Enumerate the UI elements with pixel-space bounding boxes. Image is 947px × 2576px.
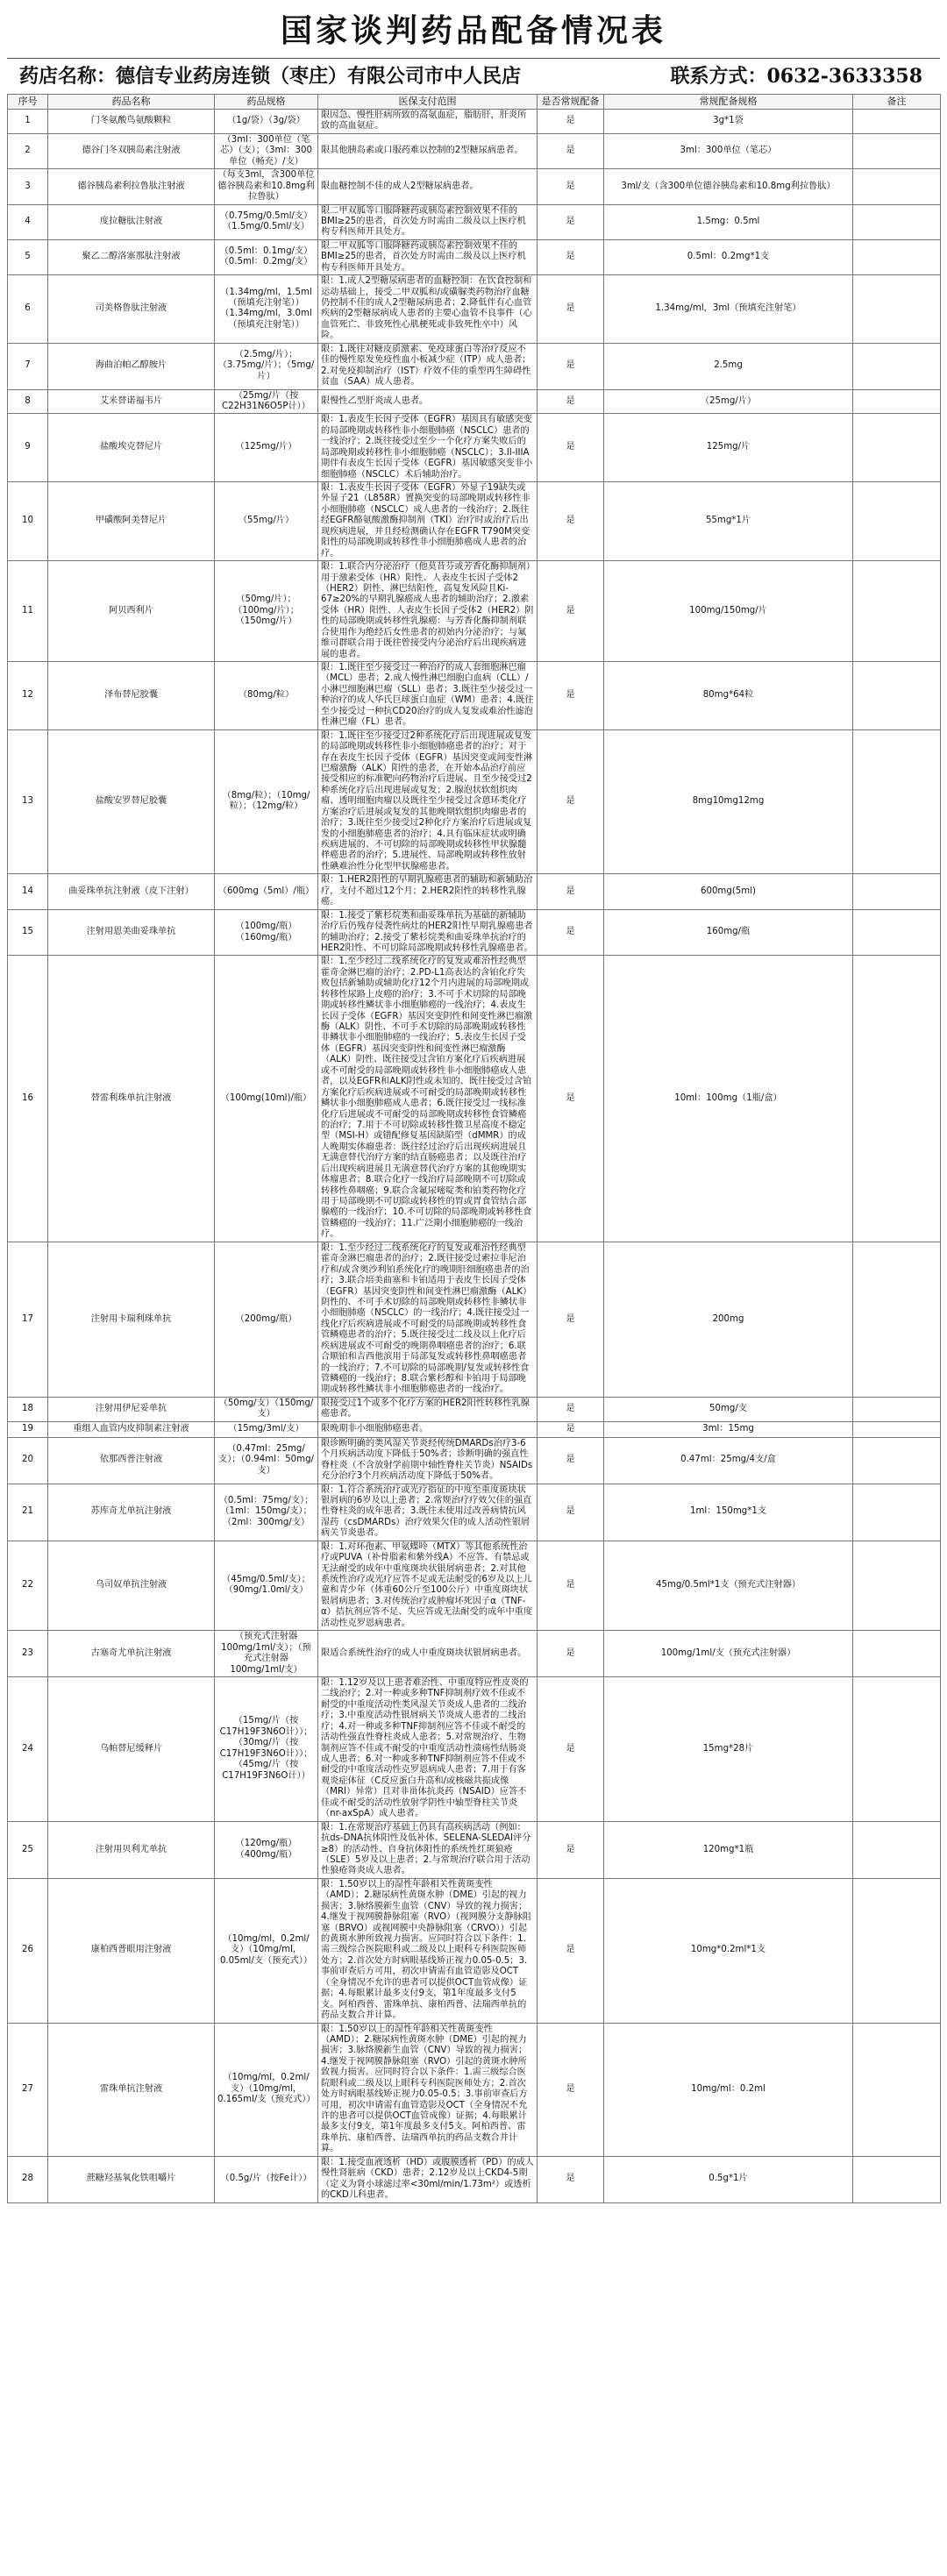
cell-note: [853, 110, 941, 134]
cell-name: 雷珠单抗注射液: [48, 2023, 215, 2156]
cell-scope: 限慢性乙型肝炎成人患者。: [318, 389, 538, 414]
table-row: [8, 1878, 941, 2023]
table-row: [8, 2023, 941, 2156]
cell-std: 45mg/0.5ml*1支（预充式注射器）: [604, 1541, 853, 1631]
cell-name: 替雷利珠单抗注射液: [48, 956, 215, 1242]
cell-scope: 限：1.既往至少接受过2种系统化疗后出现进展或复发的局部晚期或转移性非小细胞肺癌患者的治疗；对于存在表皮生长因子受体（EGFR）基因突变或间变性淋巴瘤激酶（ALK）阳性的患者，在开始本品治疗前应接受相应的标准靶向药物治疗后进展、且至少接受过2种系统化疗后出现进展或复发；2.腺泡状软组织肉瘤、透明细胞肉瘤以及既往至少接受过含蒽环类化疗方案治疗后进展或复发的其他晚期软组织肉瘤患者的治疗；3.既往至少接受过2种化疗方案治疗后进展或复发的小细胞肺癌患者的治疗；4.具有临床症状或明确疾病进展的、不可切除的局部晚期或转移性甲状腺髓样癌患者的治疗；5.进展性、局部晚期或转移性放射性碘难治性分化型甲状腺癌患者。: [318, 729, 538, 874]
header-no: 序号: [8, 95, 48, 110]
cell-note: [853, 239, 941, 274]
table-row: [8, 1437, 941, 1484]
cell-stock: 是: [538, 204, 604, 239]
cell-note: [853, 2023, 941, 2156]
table-row: [8, 1676, 941, 1821]
cell-scope: 限：1.既往对糖皮质激素、免疫球蛋白等治疗反应不佳的慢性原发免疫性血小板减少症（ITP）成人患者；2.对免疫抑制治疗（IST）疗效不佳的重型再生障碍性贫血（SAA）成人患者。: [318, 343, 538, 389]
cell-std: 3g*1袋: [604, 110, 853, 134]
header-std: 常规配备规格: [604, 95, 853, 110]
cell-name: 苏库奇尤单抗注射液: [48, 1484, 215, 1541]
cell-spec: （每支3ml，含300单位德谷胰岛素和10.8mg利拉鲁肽）: [215, 169, 318, 204]
table-row: [8, 482, 941, 561]
cell-stock: 是: [538, 1821, 604, 1878]
cell-spec: （10mg/ml，0.2ml/支）（10mg/ml，0.05ml/支（预充式））: [215, 1878, 318, 2023]
cell-scope: 限：1.联合内分泌治疗（他莫昔芬或芳香化酶抑制剂）用于激素受体（HR）阳性、人表皮生长因子受体2（HER2）阴性、淋巴结阳性，高复发风险且Ki-67≥20%的早期乳腺癌成人患者的辅助治疗；2.激素受体（HR）阳性、人表皮生长因子受体2（HER2）阴性的局部晚期或转移性乳腺癌：与芳香化酶抑制剂联合使用作为绝经后女性患者的初始内分泌治疗；与氟维司群联合用于既往曾接受内分泌治疗后出现疾病进展的患者。: [318, 561, 538, 662]
cell-stock: 是: [538, 1878, 604, 2023]
cell-std: 80mg*64粒: [604, 662, 853, 730]
cell-name: 古塞奇尤单抗注射液: [48, 1631, 215, 1677]
cell-note: [853, 874, 941, 909]
cell-std: 50mg/支: [604, 1397, 853, 1421]
cell-note: [853, 482, 941, 561]
cell-scope: 限二甲双胍等口服降糖药或胰岛素控制效果不佳的BMI≥25的患者，首次处方时需由二级及以上医疗机构专科医师开具处方。: [318, 239, 538, 274]
table-row: [8, 1421, 941, 1437]
table-row: [8, 1242, 941, 1397]
cell-scope: 限：1.12岁及以上患者难治性、中重度特应性皮炎的二线治疗；2.对一种或多种TNF抑制剂疗效不佳或不耐受的中重度活动性类风湿关节炎成人患者的二线治疗；3.中重度活动性银屑病关节炎成人患者的二线治疗；4.对一种或多种TNF抑制剂应答不佳或不耐受的活动性强直性脊柱炎成人患者；5.对常规治疗、生物制剂应答不佳或不耐受的中重度活动性溃疡性结肠炎成人患者；6.对一种或多种TNF抑制剂应答不佳或不耐受的中重度活动性克罗恩病成人患者；7.用于有客观炎症体征（C反应蛋白升高和/或核磁共振成像（MRI）异常）且对非甾体抗炎药（NSAID）应答不佳或不耐受的活动性放射学阴性中轴型脊柱关节炎（nr-axSpA）成人患者。: [318, 1676, 538, 1821]
cell-spec: （25mg/片（按C22H31N6O5P计））: [215, 389, 318, 414]
table-row: [8, 133, 941, 168]
cell-note: [853, 1421, 941, 1437]
cell-scope: 限接受过1个或多个化疗方案的HER2阳性转移性乳腺癌患者。: [318, 1397, 538, 1421]
cell-note: [853, 2156, 941, 2202]
cell-std: 8mg10mg12mg: [604, 729, 853, 874]
cell-note: [853, 1242, 941, 1397]
cell-no: 10: [8, 482, 48, 561]
cell-scope: 限晚期非小细胞肺癌患者。: [318, 1421, 538, 1437]
cell-scope: 限：1.符合系统治疗或光疗指征的中度至重度斑块状银屑病的6岁及以上患者；2.常规治疗疗效欠佳的强直性脊柱炎的成年患者；3.既往未使用过改善病情抗风湿药（csDMARDs）治疗效果欠佳的成人活动性银屑病关节炎患者。: [318, 1484, 538, 1541]
cell-stock: 是: [538, 1484, 604, 1541]
cell-spec: （600mg（5ml）/瓶）: [215, 874, 318, 909]
cell-spec: （45mg/0.5ml/支）；（90mg/1.0ml/支）: [215, 1541, 318, 1631]
cell-spec: （10mg/ml，0.2ml/支）（10mg/ml，0.165ml/支（预充式））: [215, 2023, 318, 2156]
cell-std: 3ml：15mg: [604, 1421, 853, 1437]
cell-scope: 限其他胰岛素或口服药难以控制的2型糖尿病患者。: [318, 133, 538, 168]
table-row: [8, 2156, 941, 2202]
cell-note: [853, 1878, 941, 2023]
cell-spec: （0.5ml：0.1mg/支）（0.5ml：0.2mg/支）: [215, 239, 318, 274]
cell-spec: （55mg/片）: [215, 482, 318, 561]
cell-no: 25: [8, 1821, 48, 1878]
cell-name: 聚乙二醇洛塞那肽注射液: [48, 239, 215, 274]
cell-scope: 限：1.在常规治疗基础上仍具有高疾病活动（例如：抗ds-DNA抗体阳性及低补体、SELENA-SLEDAI评分≥8）的活动性、自身抗体阳性的系统性红斑狼疮（SLE）5岁及以上患者；2.与常规治疗联合用于活动性狼疮肾炎成人患者。: [318, 1821, 538, 1878]
cell-std: 10ml：100mg（1瓶/盒）: [604, 956, 853, 1242]
cell-stock: 是: [538, 1242, 604, 1397]
table-row: [8, 1631, 941, 1677]
cell-spec: （0.5ml：75mg/支）；（1ml：150mg/支）；（2ml：300mg/支）: [215, 1484, 318, 1541]
cell-spec: （15mg/3ml/支）: [215, 1421, 318, 1437]
cell-note: [853, 343, 941, 389]
cell-no: 11: [8, 561, 48, 662]
cell-spec: （0.47ml：25mg/支）；（0.94ml：50mg/支）: [215, 1437, 318, 1484]
cell-stock: 是: [538, 662, 604, 730]
table-row: [8, 275, 941, 344]
cell-no: 16: [8, 956, 48, 1242]
cell-stock: 是: [538, 956, 604, 1242]
cell-std: 125mg/片: [604, 414, 853, 482]
cell-note: [853, 389, 941, 414]
cell-name: 注射用恩美曲妥珠单抗: [48, 909, 215, 956]
cell-name: 甲磺酸阿美替尼片: [48, 482, 215, 561]
cell-scope: 限适合系统性治疗的成人中重度斑块状银屑病患者。: [318, 1631, 538, 1677]
cell-scope: 限：1.表皮生长因子受体（EGFR）外显子19缺失或外显子21（L858R）置换突变的局部晚期或转移性非小细胞肺癌（NSCLC）成人患者的一线治疗；2.既往经EGFR酪氨酸激酶抑制剂（TKI）治疗时或治疗后出现疾病进展，并且经检测确认存在EGFR T790M突变阳性的局部晚期或转移性非小细胞肺癌成人患者的治疗。: [318, 482, 538, 561]
cell-spec: （125mg/片）: [215, 414, 318, 482]
cell-spec: （1.34mg/ml，1.5ml（预填充注射笔））（1.34mg/ml，3.0ml（预填充注射笔））: [215, 275, 318, 344]
cell-name: 门冬氨酸鸟氨酸颗粒: [48, 110, 215, 134]
cell-std: 100mg/1ml/支（预充式注射器）: [604, 1631, 853, 1677]
cell-stock: 是: [538, 169, 604, 204]
cell-note: [853, 169, 941, 204]
cell-std: 55mg*1片: [604, 482, 853, 561]
cell-no: 9: [8, 414, 48, 482]
cell-std: 600mg(5ml): [604, 874, 853, 909]
cell-note: [853, 1397, 941, 1421]
cell-stock: 是: [538, 1421, 604, 1437]
cell-stock: 是: [538, 343, 604, 389]
cell-spec: （0.75mg/0.5ml/支）（1.5mg/0.5ml/支）: [215, 204, 318, 239]
cell-std: 0.47ml：25mg/4支/盒: [604, 1437, 853, 1484]
table-row: [8, 110, 941, 134]
cell-name: 德谷门冬双胰岛素注射液: [48, 133, 215, 168]
cell-no: 6: [8, 275, 48, 344]
cell-stock: 是: [538, 1676, 604, 1821]
cell-name: 司美格鲁肽注射液: [48, 275, 215, 344]
cell-name: 依那西普注射液: [48, 1437, 215, 1484]
cell-name: 注射用伊尼妥单抗: [48, 1397, 215, 1421]
cell-spec: （0.5g/片（按Fe计））: [215, 2156, 318, 2202]
cell-stock: 是: [538, 1541, 604, 1631]
cell-std: 1ml：150mg*1支: [604, 1484, 853, 1541]
cell-no: 28: [8, 2156, 48, 2202]
cell-stock: 是: [538, 133, 604, 168]
cell-name: 盐酸安罗替尼胶囊: [48, 729, 215, 874]
header-spec: 药品规格: [215, 95, 318, 110]
table-row: [8, 1541, 941, 1631]
cell-stock: 是: [538, 2023, 604, 2156]
cell-std: 0.5ml：0.2mg*1支: [604, 239, 853, 274]
cell-no: 7: [8, 343, 48, 389]
table-row: [8, 874, 941, 909]
cell-name: 盐酸埃克替尼片: [48, 414, 215, 482]
cell-name: 重组人血管内皮抑制素注射液: [48, 1421, 215, 1437]
cell-std: 10mg*0.2ml*1支: [604, 1878, 853, 2023]
header-scope: 医保支付范围: [318, 95, 538, 110]
table-row: [8, 169, 941, 204]
cell-no: 22: [8, 1541, 48, 1631]
table-row: [8, 1397, 941, 1421]
cell-note: [853, 1484, 941, 1541]
table-row: [8, 561, 941, 662]
cell-stock: 是: [538, 482, 604, 561]
contact-info: 联系方式：0632-3633358: [670, 65, 922, 88]
table-row: [8, 414, 941, 482]
table-header-row: [8, 95, 941, 110]
cell-no: 21: [8, 1484, 48, 1541]
cell-std: 3ml/支（含300单位德谷胰岛素和10.8mg利拉鲁肽）: [604, 169, 853, 204]
cell-name: 蔗糖羟基氧化铁咀嚼片: [48, 2156, 215, 2202]
table-row: [8, 956, 941, 1242]
cell-scope: 限：1.HER2阳性的早期乳腺癌患者的辅助和新辅助治疗，支付不超过12个月；2.HER2阳性的转移性乳腺癌。: [318, 874, 538, 909]
cell-note: [853, 1821, 941, 1878]
cell-stock: 是: [538, 729, 604, 874]
table-row: [8, 389, 941, 414]
cell-spec: （1g/袋）（3g/袋）: [215, 110, 318, 134]
table-row: [8, 662, 941, 730]
cell-std: 1.34mg/ml，3ml（预填充注射笔）: [604, 275, 853, 344]
cell-stock: 是: [538, 110, 604, 134]
cell-no: 19: [8, 1421, 48, 1437]
cell-scope: 限：1.接受了紫杉烷类和曲妥珠单抗为基础的新辅助治疗后仍残存侵袭性病灶的HER2阳性早期乳腺癌患者的辅助治疗；2.接受了紫杉烷类和曲妥珠单抗治疗的HER2阳性、不可切除局部晚期或转移性乳腺癌患者。: [318, 909, 538, 956]
cell-std: （25mg/片）: [604, 389, 853, 414]
cell-stock: 是: [538, 874, 604, 909]
cell-stock: 是: [538, 239, 604, 274]
cell-no: 23: [8, 1631, 48, 1677]
cell-no: 5: [8, 239, 48, 274]
cell-note: [853, 561, 941, 662]
cell-name: 乌帕替尼缓释片: [48, 1676, 215, 1821]
cell-stock: 是: [538, 1437, 604, 1484]
cell-no: 12: [8, 662, 48, 730]
cell-no: 20: [8, 1437, 48, 1484]
cell-no: 1: [8, 110, 48, 134]
cell-note: [853, 1676, 941, 1821]
cell-spec: （100mg(10ml)/瓶）: [215, 956, 318, 1242]
header-name: 药品名称: [48, 95, 215, 110]
cell-no: 13: [8, 729, 48, 874]
cell-note: [853, 662, 941, 730]
cell-no: 14: [8, 874, 48, 909]
cell-scope: 限血糖控制不佳的成人2型糖尿病患者。: [318, 169, 538, 204]
cell-stock: 是: [538, 1631, 604, 1677]
cell-no: 4: [8, 204, 48, 239]
cell-std: 3ml：300单位（笔芯）: [604, 133, 853, 168]
cell-scope: 限诊断明确的类风湿关节炎经传统DMARDs治疗3-6个月疾病活动度下降低于50%者；诊断明确的强直性脊柱炎（不含放射学前期中轴性脊柱关节炎）NSAIDs充分治疗3个月疾病活动度下降低于50%者。: [318, 1437, 538, 1484]
header-note: 备注: [853, 95, 941, 110]
pharmacy-name: 药店名称：德信专业药房连锁（枣庄）有限公司市中人民店: [19, 65, 522, 88]
cell-note: [853, 1541, 941, 1631]
table-row: [8, 239, 941, 274]
cell-name: 德谷胰岛素利拉鲁肽注射液: [48, 169, 215, 204]
cell-scope: 限：1.至少经过二线系统化疗的复发或难治性经典型霍奇金淋巴瘤患者的治疗；2.既往接受过索拉非尼治疗和/或含奥沙利铂系统化疗的晚期肝细胞癌患者的治疗；3.联合培美曲塞和卡铂适用于表皮生长因子受体（EGFR）基因突变阴性和间变性淋巴瘤激酶（ALK）阴性的、不可手术切除的局部晚期或转移性非鳞状非小细胞肺癌（NSCLC）的一线治疗；4.既往接受过一线化疗后疾病进展或不可耐受的局部晚期或转移性食管鳞癌患者的治疗；5.既往接受过二线及以上化疗后疾病进展或不可耐受的晚期鼻咽癌患者的治疗；6.联合顺铂和吉西他滨用于局部复发或转移性鼻咽癌患者的一线治疗；7.不可切除的局部晚期/复发或转移性食管鳞癌的一线治疗；8.联合紫杉醇和卡铂用于局部晚期或转移性鳞状非小细胞肺癌患者的一线治疗。: [318, 1242, 538, 1397]
cell-stock: 是: [538, 389, 604, 414]
cell-no: 18: [8, 1397, 48, 1421]
cell-spec: （预充式注射器100mg/1ml/支）；（预充式注射器100mg/1ml/支）: [215, 1631, 318, 1677]
cell-note: [853, 414, 941, 482]
cell-spec: （8mg/粒）；（10mg/粒）；（12mg/粒）: [215, 729, 318, 874]
cell-stock: 是: [538, 1397, 604, 1421]
cell-std: 0.5g*1片: [604, 2156, 853, 2202]
drug-table: [7, 94, 941, 2203]
cell-no: 27: [8, 2023, 48, 2156]
cell-std: 100mg/150mg/片: [604, 561, 853, 662]
cell-scope: 限：1.接受血液透析（HD）或腹膜透析（PD）的成人慢性肾脏病（CKD）患者；2.12岁及以上CKD4-5期（定义为肾小球滤过率<30ml/min/1.73m²）或透析的CKD儿科患者。: [318, 2156, 538, 2202]
cell-name: 度拉糖肽注射液: [48, 204, 215, 239]
cell-std: 15mg*28片: [604, 1676, 853, 1821]
cell-scope: 限：1.至少经过二线系统化疗的复发或难治性经典型霍奇金淋巴瘤的治疗；2.PD-L1高表达的含铂化疗失败包括新辅助或辅助化疗12个月内进展的局部晚期或转移性尿路上皮癌的治疗；3.不可手术切除的局部晚期或转移性鳞状非小细胞肺癌的一线治疗；4.表皮生长因子受体（EGFR）基因突变阴性和间变性淋巴瘤激酶（ALK）阴性、不可手术切除的局部晚期或转移性非鳞状非小细胞肺癌的一线治疗；5.表皮生长因子受体（EGFR）基因突变阴性和间变性淋巴瘤激酶（ALK）阴性、既往接受过含铂方案化疗后疾病进展或不可耐受的局部晚期或转移性非小细胞肺癌成人患者，以及EGFR和ALK阴性或未知的、既往接受过含铂方案化疗后疾病进展或不可耐受的局部晚期或转移性鳞状非小细胞肺癌成人患者；6.既往接受过一线标准化疗后进展或不可耐受的局部晚期或转移性食管鳞癌的治疗；7.用于不可切除或转移性微卫星高度不稳定型（MSI-H）或错配修复基因缺陷型（dMMR）的成人晚期实体瘤患者：既往经过治疗后出现疾病进展且无满意替代治疗方案的结直肠癌患者；以及既往治疗后出现疾病进展且无满意替代治疗方案的其他晚期实体瘤患者；8.联合化疗一线治疗局部晚期不可切除或转移性鼻咽癌；9.联合含氟尿嘧啶类和铂类药物化疗用于局部晚期不可切除或转移性的胃或胃食管结合部腺癌的一线治疗；10.不可切除的局部晚期或转移性食管鳞癌的一线治疗；11.广泛期小细胞肺癌的一线治疗。: [318, 956, 538, 1242]
cell-note: [853, 956, 941, 1242]
cell-name: 阿贝西利片: [48, 561, 215, 662]
cell-scope: 限：1.50岁以上的湿性年龄相关性黄斑变性（AMD）；2.糖尿病性黄斑水肿（DME）引起的视力损害；3.脉络膜新生血管（CNV）导致的视力损害；4.继发于视网膜静脉阻塞（RVO）（视网膜分支静脉阻塞（BRVO）或视网膜中央静脉阻塞（CRVO））引起的黄斑水肿所致视力损害。应同时符合以下条件：1.需三级综合医院眼科或二级及以上眼科专科医院医师处方；2.首次处方时病眼基线矫正视力0.05-0.5；3.事前审查后方可用，初次申请需有血管造影及OCT（全身情况不允许的患者可以提供OCT血管成像）证据；4.每眼累计最多支付9支，第1年度最多支付5支。阿柏西普、雷珠单抗、康柏西普、法瑞西单抗的药品支数合并计算。: [318, 1878, 538, 2023]
cell-stock: 是: [538, 561, 604, 662]
cell-note: [853, 729, 941, 874]
cell-name: 康柏西普眼用注射液: [48, 1878, 215, 2023]
cell-std: 120mg*1瓶: [604, 1821, 853, 1878]
cell-scope: 限：1.成人2型糖尿病患者的血糖控制：在饮食控制和运动基础上，接受二甲双胍和/或磺脲类药物治疗血糖仍控制不佳的成人2型糖尿病患者；2.降低伴有心血管疾病的2型糖尿病成人患者的主要心血管不良事件（心血管死亡、非致死性心肌梗死或非致死性卒中）风险。: [318, 275, 538, 344]
cell-no: 8: [8, 389, 48, 414]
cell-name: 艾米替诺福韦片: [48, 389, 215, 414]
cell-spec: （50mg/片）；（100mg/片）；（150mg/片）: [215, 561, 318, 662]
table-row: [8, 1821, 941, 1878]
cell-stock: 是: [538, 275, 604, 344]
table-body: [8, 110, 941, 2203]
cell-spec: （50mg/支）（150mg/支）: [215, 1397, 318, 1421]
cell-note: [853, 909, 941, 956]
cell-scope: 限：1.既往至少接受过一种治疗的成人套细胞淋巴瘤（MCL）患者；2.成人慢性淋巴细胞白血病（CLL）/小淋巴细胞淋巴瘤（SLL）患者；3.既往至少接受过一种治疗的成人华氏巨球蛋白血症（WM）患者；4.既往至少接受过一种抗CD20治疗的成人复发或难治性滤泡性淋巴瘤（FL）患者。: [318, 662, 538, 730]
cell-name: 曲妥珠单抗注射液（皮下注射）: [48, 874, 215, 909]
cell-scope: 限：1.表皮生长因子受体（EGFR）基因具有敏感突变的局部晚期或转移性非小细胞肺癌（NSCLC）患者的一线治疗；2.既往接受过至少一个化疗方案失败后的局部晚期或转移性非小细胞肺癌（NSCLC）；3.II-IIIA期伴有表皮生长因子受体（EGFR）基因敏感突变非小细胞肺癌（NSCLC）术后辅助治疗。: [318, 414, 538, 482]
cell-no: 26: [8, 1878, 48, 2023]
cell-name: 海曲泊帕乙醇胺片: [48, 343, 215, 389]
cell-no: 3: [8, 169, 48, 204]
cell-note: [853, 204, 941, 239]
cell-note: [853, 1631, 941, 1677]
cell-spec: （120mg/瓶）（400mg/瓶）: [215, 1821, 318, 1878]
cell-note: [853, 133, 941, 168]
table-row: [8, 729, 941, 874]
cell-spec: （15mg/片（按C17H19F3N6O计））；（30mg/片（按C17H19F3N6O计））；（45mg/片（按C17H19F3N6O计））: [215, 1676, 318, 1821]
cell-no: 17: [8, 1242, 48, 1397]
page-title: 国家谈判药品配备情况表: [280, 13, 666, 49]
cell-scope: 限因急、慢性肝病所致的高氨血症，脂肪肝，肝炎所致的高血氨症。: [318, 110, 538, 134]
cell-no: 24: [8, 1676, 48, 1821]
cell-std: 200mg: [604, 1242, 853, 1397]
cell-name: 注射用贝利尤单抗: [48, 1821, 215, 1878]
cell-stock: 是: [538, 2156, 604, 2202]
cell-spec: （2.5mg/片）；（3.75mg/片）；（5mg/片）: [215, 343, 318, 389]
cell-spec: （200mg/瓶）: [215, 1242, 318, 1397]
cell-std: 10mg/ml：0.2ml: [604, 2023, 853, 2156]
cell-spec: （3ml：300单位（笔芯）（支）；（3ml：300单位（畅充）/支）: [215, 133, 318, 168]
table-row: [8, 343, 941, 389]
cell-std: 1.5mg：0.5ml: [604, 204, 853, 239]
cell-name: 注射用卡瑞利珠单抗: [48, 1242, 215, 1397]
cell-note: [853, 275, 941, 344]
cell-scope: 限：1.对环孢素、甲氨蝶呤（MTX）等其他系统性治疗或PUVA（补骨脂素和紫外线A）不应答、有禁忌或无法耐受的成年中重度斑块状银屑病患者；2.对其他系统性治疗或光疗应答不足或无法耐受的6岁及以上儿童和青少年（体重60公斤至100公斤）中重度斑块状银屑病患者；3.对传统治疗或肿瘤坏死因子α（TNF-α）拮抗剂应答不足、失应答或无法耐受的成年中重度活动性克罗恩病患者。: [318, 1541, 538, 1631]
table-row: [8, 204, 941, 239]
cell-no: 15: [8, 909, 48, 956]
cell-std: 160mg/瓶: [604, 909, 853, 956]
table-row: [8, 909, 941, 956]
cell-stock: 是: [538, 909, 604, 956]
cell-spec: （80mg/粒）: [215, 662, 318, 730]
cell-name: 乌司奴单抗注射液: [48, 1541, 215, 1631]
cell-scope: 限二甲双胍等口服降糖药或胰岛素控制效果不佳的BMI≥25的患者，首次处方时需由二级及以上医疗机构专科医师开具处方。: [318, 204, 538, 239]
store-info: [7, 58, 940, 94]
cell-no: 2: [8, 133, 48, 168]
cell-name: 泽布替尼胶囊: [48, 662, 215, 730]
cell-std: 2.5mg: [604, 343, 853, 389]
table-row: [8, 1484, 941, 1541]
cell-note: [853, 1437, 941, 1484]
cell-stock: 是: [538, 414, 604, 482]
cell-spec: （100mg/瓶）（160mg/瓶）: [215, 909, 318, 956]
cell-scope: 限：1.50岁以上的湿性年龄相关性黄斑变性（AMD）；2.糖尿病性黄斑水肿（DME）引起的视力损害；3.脉络膜新生血管（CNV）导致的视力损害；4.继发于视网膜静脉阻塞（RVO）引起的黄斑水肿所致视力损害。应同时符合以下条件：1.需三级综合医院眼科或二级及以上眼科专科医院医师处方；2.首次处方时病眼基线矫正视力0.05-0.5；3.事前审查后方可用，初次申请需有血管造影及OCT（全身情况不允许的患者可以提供OCT血管成像）证据；4.每眼累计最多支付9支，第1年度最多支付5支。阿柏西普、雷珠单抗、康柏西普、法瑞西单抗的药品支数合并计算。: [318, 2023, 538, 2156]
header-stock: 是否常规配备: [538, 95, 604, 110]
